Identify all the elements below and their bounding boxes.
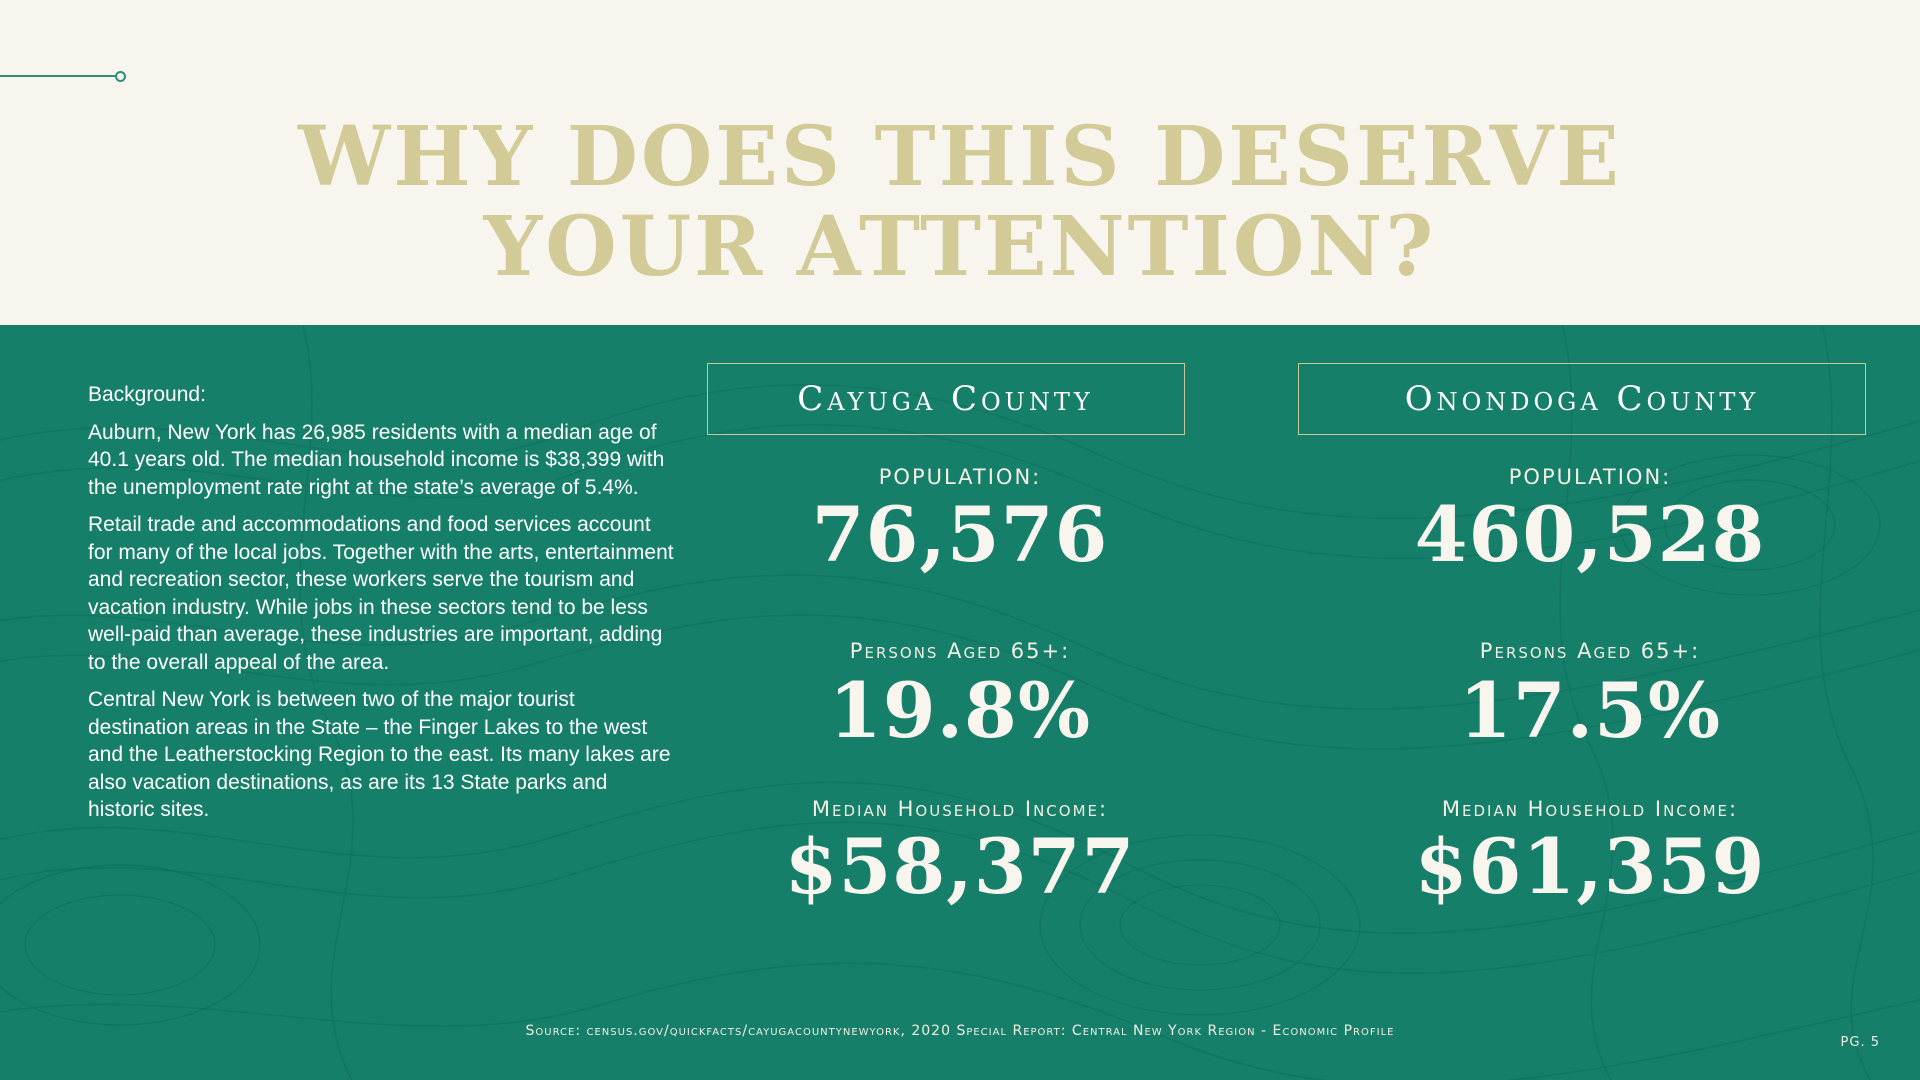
aged-label: Persons Aged 65+: xyxy=(849,639,1071,663)
background-text xyxy=(88,381,678,834)
county-card-onondoga xyxy=(1280,363,1880,909)
aged-value: 19.8% xyxy=(828,666,1092,755)
population-value: 76,576 xyxy=(811,490,1109,579)
background-paragraph-2: Retail trade and accommodations and food services account for many of the local jobs. Together with the arts, entertainment and recreation sector, these workers serve the tourism and vacation industry. While jobs in these sectors tend to be less well-paid than average, these industries are important, adding to the overall appeal of the area. xyxy=(88,513,674,674)
aged-label: Persons Aged 65+: xyxy=(1479,639,1701,663)
background-heading: Background: xyxy=(88,383,206,406)
aged-value: 17.5% xyxy=(1458,666,1722,755)
header-section xyxy=(0,0,1920,325)
background-paragraph-3: Central New York is between two of the major tourist destination areas in the State – the Finger Lakes to the west and the Leatherstocking Region to the east. Its many lakes are also vacation destinations, as are its 13 State parks and historic sites. xyxy=(88,688,671,821)
source-citation: Source: census.gov/quickfacts/cayugacountynewyork, 2020 Special Report: Central New York Region - Economic Profile xyxy=(525,1023,1395,1039)
page-title xyxy=(0,109,1920,295)
income-label: Median Household Income: xyxy=(1441,797,1739,821)
title-line-2: YOUR ATTENTION? xyxy=(483,199,1437,295)
population-label: POPULATION: xyxy=(878,465,1042,489)
county-card-cayuga xyxy=(680,363,1280,909)
title-line-1: WHY DOES THIS DESERVE xyxy=(298,109,1622,205)
population-value: 460,528 xyxy=(1414,490,1766,579)
decorative-line xyxy=(0,75,118,77)
population-label: POPULATION: xyxy=(1508,465,1672,489)
income-label: Median Household Income: xyxy=(811,797,1109,821)
background-paragraph-1: Auburn, New York has 26,985 residents with a median age of 40.1 years old. The median household income is $38,399 with the unemployment rate right at the state’s average of 5.4%. xyxy=(88,420,665,499)
income-value: $58,377 xyxy=(784,822,1136,911)
decorative-dot-icon xyxy=(115,71,126,82)
page-number: PG. 5 xyxy=(1840,1035,1880,1050)
income-value: $61,359 xyxy=(1414,822,1766,911)
county-name: Cayuga County xyxy=(707,363,1185,435)
stats-section xyxy=(0,325,1920,1080)
county-name: Onondoga County xyxy=(1298,363,1866,435)
